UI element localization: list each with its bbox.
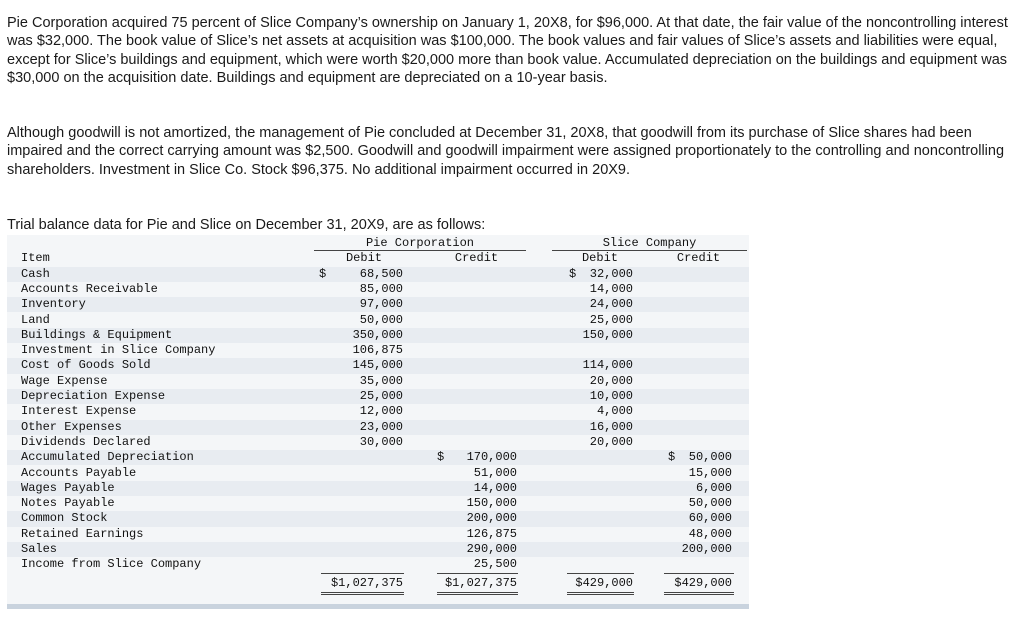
group-header-slice: Slice Company — [602, 235, 697, 250]
rule-line — [321, 592, 404, 593]
slice-debit-dollar-sign: $ — [569, 266, 577, 281]
pie-debit-value: 85,000 — [359, 281, 403, 296]
slice-credit-total: $429,000 — [674, 576, 732, 591]
slice-debit-value: 114,000 — [582, 358, 633, 373]
problem-paragraph-2: Although goodwill is not amortized, the management of Pie concluded at December 31, 20X8, that goodwill from its purchase of Slice shares had been impaired and the correct carrying amount was $2,500. Goodwill and goodwill impairment were assigned proportionately to the controlling and noncontrolling shareholders. Investment in Slice Co. Stock $96,375. No additional impairment occurred in 20X9. — [7, 125, 1005, 178]
rule-line — [567, 573, 634, 574]
slice-credit-value: 50,000 — [688, 450, 732, 465]
rule-line — [664, 594, 734, 595]
row-item-label: Cash — [21, 266, 50, 281]
pie-credit-value: 126,875 — [466, 526, 517, 541]
row-item-label: Dividends Declared — [21, 434, 151, 449]
slice-debit-value: 14,000 — [589, 281, 633, 296]
slice-credit-value: 15,000 — [688, 465, 732, 480]
rule-line — [567, 594, 634, 595]
pie-debit-value: 97,000 — [359, 297, 403, 312]
column-header-pie-debit: Debit — [345, 251, 382, 266]
slice-credit-value: 200,000 — [681, 542, 732, 556]
row-item-label: Wages Payable — [21, 480, 115, 495]
row-item-label: Depreciation Expense — [21, 389, 166, 403]
slice-debit-value: 20,000 — [589, 434, 633, 449]
rule-line — [664, 592, 734, 593]
rule-line — [321, 573, 404, 574]
pie-debit-total: $1,027,375 — [330, 576, 403, 591]
rule-line — [437, 573, 518, 574]
rule-line — [437, 594, 518, 595]
pie-credit-value: 290,000 — [466, 542, 517, 556]
rule-line — [321, 594, 404, 595]
slice-credit-dollar-sign: $ — [668, 450, 676, 465]
pie-debit-value: 50,000 — [359, 312, 403, 327]
slice-debit-value: 16,000 — [589, 419, 633, 434]
row-item-label: Notes Payable — [21, 496, 115, 511]
slice-debit-total: $429,000 — [575, 576, 633, 591]
pie-debit-value: 35,000 — [359, 373, 403, 388]
slice-credit-value: 48,000 — [688, 526, 732, 541]
problem-paragraph-1: Pie Corporation acquired 75 percent of Slice Company’s ownership on January 1, 20X8, for $96,000. At that date, the fair value of the noncontrolling interest was $32,000. The book value of Slice’s net assets at acquisition was $100,000. The book values and fair values of Slice’s assets and liabilities were equal, except for Slice’s buildings and equipment, which were worth $20,000 more than book value. Accumulated depreciation on the buildings and equipment was $30,000 on the acquisition date. Buildings and equipment are depreciated on a 10-year basis. — [7, 15, 1008, 87]
row-item-label: Accumulated Depreciation — [21, 450, 194, 465]
pie-debit-value: 145,000 — [352, 358, 403, 373]
pie-debit-value: 12,000 — [359, 404, 403, 419]
rule-line — [437, 592, 518, 593]
pie-debit-value: 30,000 — [359, 434, 403, 449]
table-intro-text: Trial balance data for Pie and Slice on December 31, 20X9, are as follows: — [7, 217, 486, 233]
row-item-label: Interest Expense — [21, 404, 137, 419]
pie-debit-value: 68,500 — [359, 266, 403, 281]
slice-debit-value: 32,000 — [589, 266, 633, 281]
pie-credit-value: 200,000 — [466, 511, 517, 526]
table-bottom-border — [7, 604, 749, 609]
slice-debit-value: 24,000 — [589, 297, 633, 312]
row-item-label: Investment in Slice Company — [21, 343, 216, 358]
pie-credit-dollar-sign: $ — [437, 450, 445, 465]
rule-line — [567, 592, 634, 593]
trial-balance-table — [7, 235, 749, 608]
rule-line — [664, 573, 734, 574]
pie-credit-value: 170,000 — [466, 450, 517, 465]
row-item-label: Accounts Receivable — [21, 281, 158, 296]
pie-credit-value: 51,000 — [473, 465, 517, 480]
column-header-slice-credit: Credit — [676, 251, 721, 266]
pie-credit-value: 25,500 — [473, 557, 517, 572]
row-item-label: Sales — [21, 542, 58, 556]
row-item-label: Buildings & Equipment — [21, 327, 173, 342]
pie-credit-total: $1,027,375 — [444, 576, 517, 591]
row-item-label: Wage Expense — [21, 373, 108, 388]
column-header-pie-credit: Credit — [454, 251, 499, 266]
row-item-label: Income from Slice Company — [21, 557, 202, 572]
column-header-slice-debit: Debit — [581, 251, 618, 266]
pie-debit-value: 350,000 — [352, 327, 403, 342]
pie-credit-value: 150,000 — [466, 496, 517, 511]
slice-credit-value: 6,000 — [695, 480, 732, 495]
slice-debit-value: 150,000 — [582, 327, 633, 342]
row-item-label: Land — [21, 312, 50, 327]
row-item-label: Inventory — [21, 297, 86, 312]
row-item-label: Common Stock — [21, 511, 108, 526]
pie-debit-dollar-sign: $ — [319, 266, 327, 281]
slice-credit-value: 60,000 — [688, 511, 732, 526]
pie-debit-value: 25,000 — [359, 389, 403, 403]
pie-debit-value: 106,875 — [352, 343, 403, 358]
slice-debit-value: 10,000 — [589, 389, 633, 403]
row-item-label: Retained Earnings — [21, 526, 144, 541]
row-item-label: Cost of Goods Sold — [21, 358, 151, 373]
slice-debit-value: 4,000 — [596, 404, 633, 419]
pie-debit-value: 23,000 — [359, 419, 403, 434]
group-header-pie: Pie Corporation — [365, 235, 475, 250]
slice-debit-value: 25,000 — [589, 312, 633, 327]
column-header-item: Item — [21, 251, 50, 266]
pie-credit-value: 14,000 — [473, 480, 517, 495]
slice-credit-value: 50,000 — [688, 496, 732, 511]
row-item-label: Accounts Payable — [21, 465, 137, 480]
row-item-label: Other Expenses — [21, 419, 122, 434]
slice-debit-value: 20,000 — [589, 373, 633, 388]
